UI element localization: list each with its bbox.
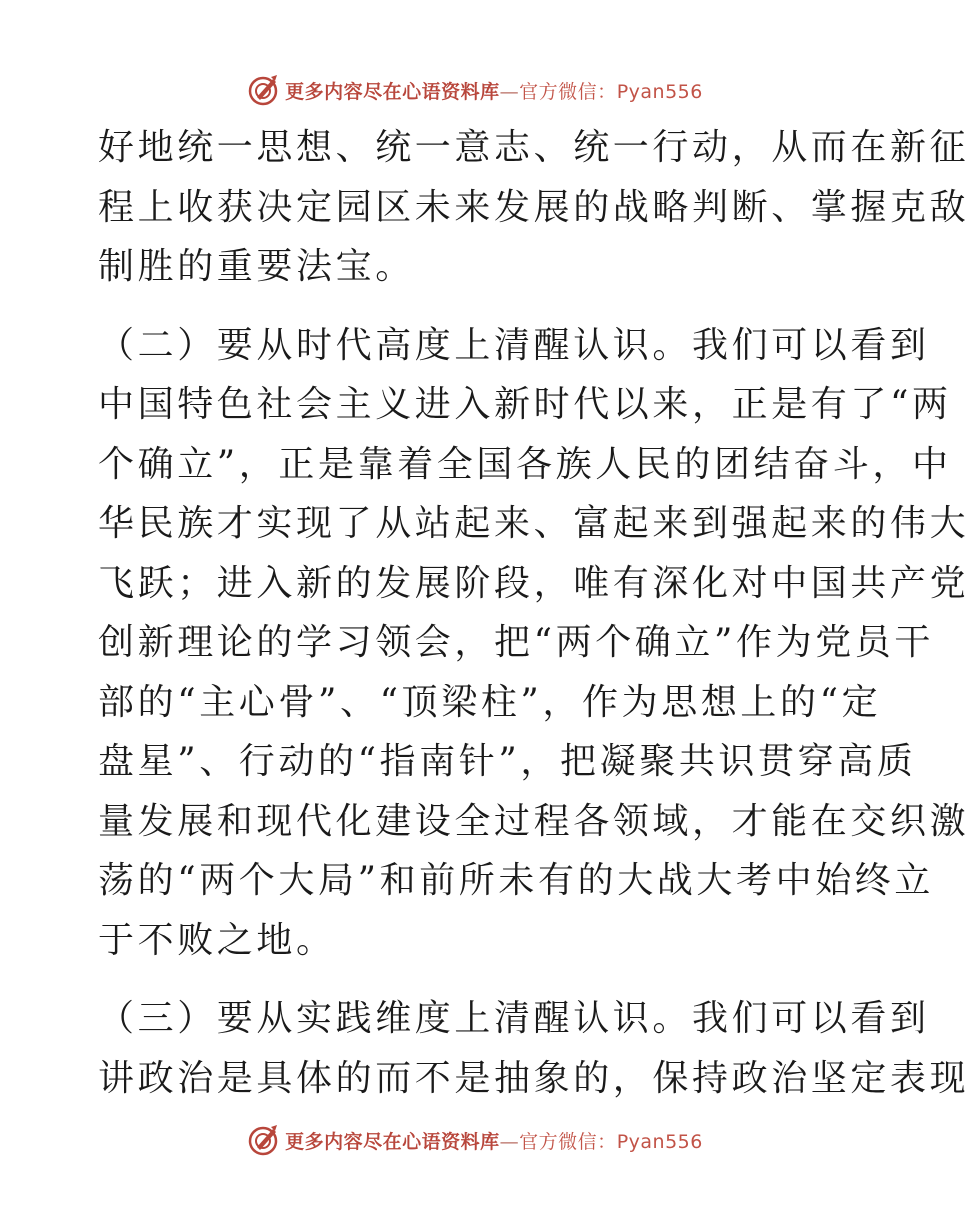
watermark-wechat-id: Pyan556 <box>616 1130 703 1153</box>
text-line: 好地统一思想、统一意志、统一行动，从而在新征 <box>98 127 969 168</box>
text-line: 量发展和现代化建设全过程各领域，才能在交织激 <box>98 800 969 842</box>
brand-logo-icon <box>247 1123 281 1157</box>
document-body <box>98 118 969 1108</box>
text-line: 制胜的重要法宝。 <box>98 246 415 287</box>
text-line: 华民族才实现了从站起来、富起来到强起来的伟大 <box>98 503 969 544</box>
text-line: 荡的“两个大局”和前所未有的大战大考中始终立 <box>98 860 935 901</box>
watermark-brand: 更多内容尽在心语资料库 <box>285 80 500 103</box>
header-watermark <box>0 70 950 110</box>
paragraph-gap <box>98 970 854 989</box>
watermark-separator: — <box>499 80 520 103</box>
paragraph-1 <box>98 118 969 297</box>
brand-logo-icon <box>247 73 281 107</box>
watermark-separator: — <box>499 1130 520 1153</box>
watermark-wechat-label: 官方微信： <box>519 1130 617 1153</box>
text-line: 创新理论的学习领会，把“两个确立”作为党员干 <box>98 622 935 663</box>
text-line: （二）要从时代高度上清醒认识。我们可以看到 <box>98 324 930 366</box>
text-line: 个确立”，正是靠着全国各族人民的团结奋斗，中 <box>98 443 952 485</box>
text-line: 中国特色社会主义进入新时代以来，正是有了“两 <box>98 384 952 425</box>
footer-watermark <box>0 1120 950 1160</box>
paragraph-3 <box>98 989 969 1108</box>
paragraph-gap <box>98 297 854 316</box>
watermark-wechat-id: Pyan556 <box>616 80 703 103</box>
text-line: 于不败之地。 <box>98 919 336 961</box>
text-line: 盘星”、行动的“指南针”，把凝聚共识贯穿高质 <box>98 741 917 782</box>
text-line: 讲政治是具体的而不是抽象的，保持政治坚定表现 <box>98 1057 969 1099</box>
watermark-text <box>285 77 703 104</box>
text-line: （三）要从实践维度上清醒认识。我们可以看到 <box>98 998 930 1039</box>
watermark-wechat-label: 官方微信： <box>519 80 617 103</box>
watermark-brand: 更多内容尽在心语资料库 <box>285 1130 500 1153</box>
watermark-text <box>285 1127 703 1154</box>
paragraph-2 <box>98 316 969 971</box>
text-line: 程上收获决定园区未来发展的战略判断、掌握克敌 <box>98 186 969 228</box>
text-line: 部的“主心骨”、“顶梁柱”，作为思想上的“定 <box>98 681 882 723</box>
text-line: 飞跃；进入新的发展阶段，唯有深化对中国共产党 <box>98 562 969 604</box>
